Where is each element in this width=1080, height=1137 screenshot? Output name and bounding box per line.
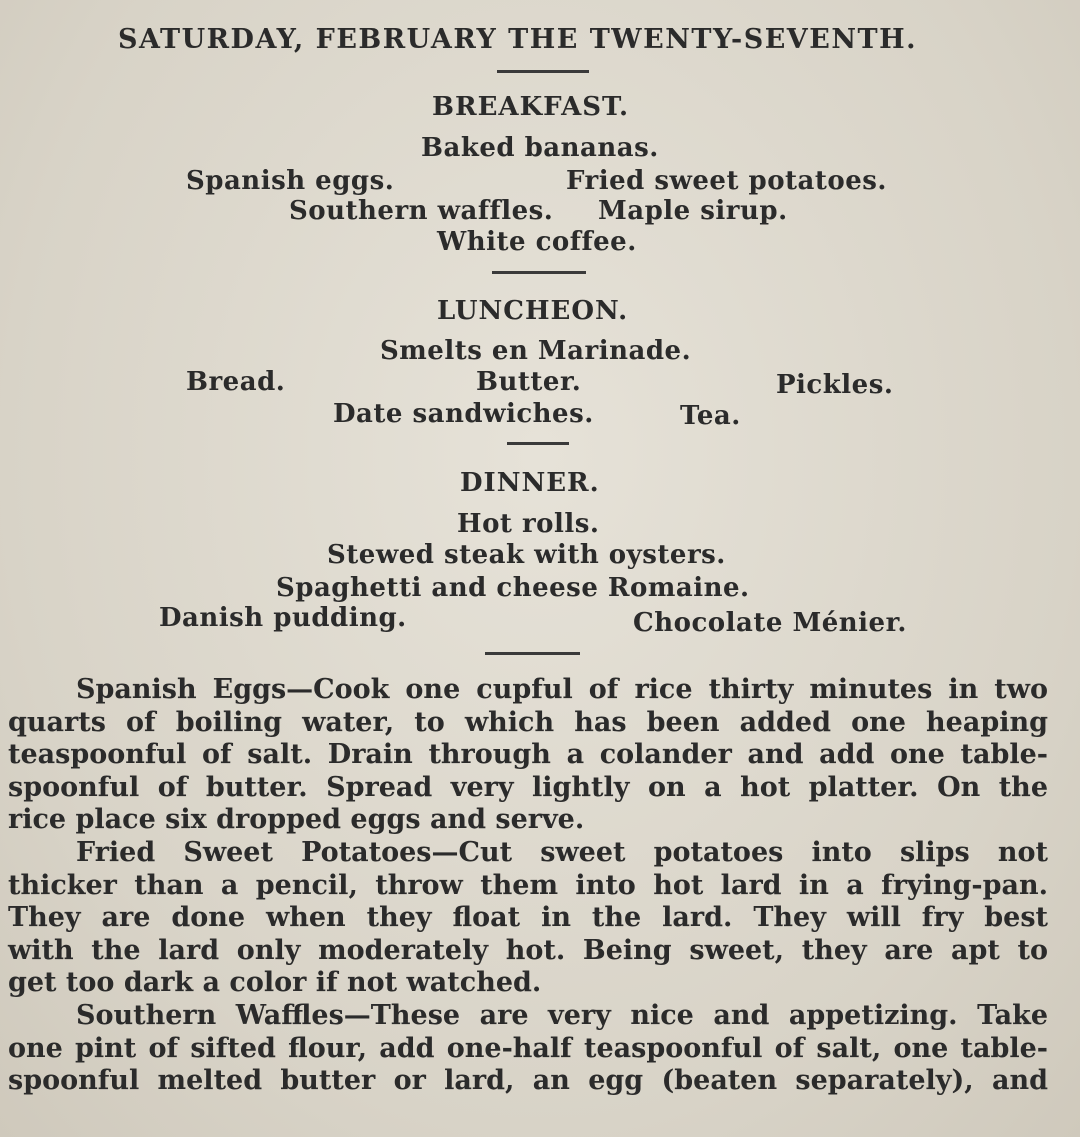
breakfast-item: Maple sirup.: [598, 196, 788, 226]
recipe-line: They are done when they float in the lard. They will fry best: [8, 902, 1048, 933]
breakfast-item: Baked bananas.: [421, 133, 659, 163]
recipe-line: spoonful melted butter or lard, an egg (beaten separately), and: [8, 1065, 1048, 1096]
recipe-line: get too dark a color if not watched.: [8, 967, 542, 998]
recipe-line: Spanish Eggs—Cook one cupful of rice thirty minutes in two: [76, 674, 1048, 705]
breakfast-item: Southern waffles.: [289, 196, 554, 226]
recipe-line: one pint of sifted flour, add one-half teaspoonful of salt, one table-: [8, 1032, 1048, 1064]
luncheon-item: Pickles.: [776, 370, 894, 400]
breakfast-item: White coffee.: [437, 227, 637, 257]
luncheon-item: Bread.: [186, 367, 286, 397]
divider: [507, 442, 569, 445]
dinner-heading: DINNER.: [460, 468, 600, 498]
recipe-line: thicker than a pencil, throw them into hot lard in a frying-pan.: [8, 869, 1048, 901]
recipe-spanish-eggs: [8, 674, 1048, 837]
dinner-item: Danish pudding.: [159, 603, 407, 633]
recipe-line: with the lard only moderately hot. Being sweet, they are apt to: [8, 934, 1048, 966]
dinner-item: Hot rolls.: [457, 509, 600, 539]
recipe-southern-waffles: [8, 1000, 1048, 1098]
breakfast-heading: BREAKFAST.: [432, 92, 630, 122]
recipe-line: rice place six dropped eggs and serve.: [8, 804, 585, 835]
recipe-line: Fried Sweet Potatoes—Cut sweet potatoes into slips not: [76, 837, 1048, 868]
dinner-item: Chocolate Ménier.: [633, 608, 907, 638]
luncheon-item: Butter.: [476, 367, 582, 397]
luncheon-item: Date sandwiches.: [333, 399, 594, 429]
luncheon-item: Tea.: [680, 401, 741, 431]
dinner-item: Stewed steak with oysters.: [327, 540, 726, 570]
luncheon-item: Smelts en Marinade.: [380, 336, 692, 366]
divider: [497, 70, 589, 73]
recipe-line: quarts of boiling water, to which has been added one heaping: [8, 706, 1048, 738]
divider: [492, 271, 586, 274]
divider: [485, 652, 580, 655]
luncheon-heading: LUNCHEON.: [437, 296, 629, 326]
page-title: SATURDAY, FEBRUARY THE TWENTY-SEVENTH.: [118, 24, 918, 55]
recipe-line: spoonful of butter. Spread very lightly on a hot platter. On the: [8, 771, 1048, 803]
dinner-item: Spaghetti and cheese Romaine.: [276, 573, 750, 603]
recipe-line: teaspoonful of salt. Drain through a colander and add one table-: [8, 739, 1048, 770]
breakfast-item: Spanish eggs.: [186, 166, 395, 196]
recipe-fried-sweet-potatoes: [8, 837, 1048, 1000]
recipe-line: Southern Waffles—These are very nice and appetizing. Take: [76, 1000, 1048, 1031]
breakfast-item: Fried sweet potatoes.: [566, 166, 887, 196]
